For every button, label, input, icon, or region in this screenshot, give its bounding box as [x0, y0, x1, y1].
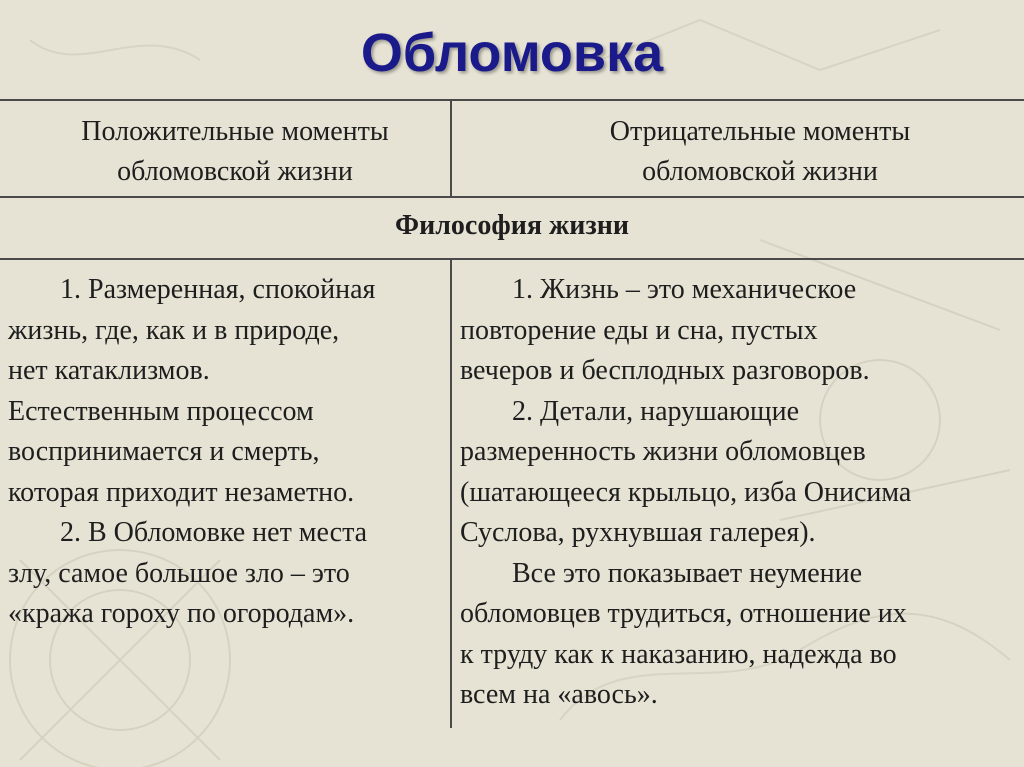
header-bottom-border: [0, 196, 1024, 198]
text-line: вечеров и бесплодных разговоров.: [460, 355, 870, 386]
positive-item-2: [8, 513, 446, 635]
section-bottom-border: [0, 258, 1024, 260]
text-line: Естественным процессом: [8, 395, 314, 427]
text-line: Суслова, рухнувшая галерея).: [460, 517, 816, 548]
negative-item-2: [460, 392, 1020, 554]
text-line: всем на «авось».: [460, 679, 658, 710]
header-negative-line1: Отрицательные моменты: [609, 116, 911, 147]
text-line: Все это показывает неумение: [512, 557, 863, 589]
text-line: 2. Детали, нарушающие: [512, 395, 799, 427]
text-line: воспринимается и смерть,: [8, 436, 320, 467]
text-line: 1. Размеренная, спокойная: [60, 274, 376, 305]
text-line: 2. В Обломовке нет места: [60, 517, 368, 548]
body-column-divider: [450, 258, 452, 728]
negative-cell: [460, 270, 1020, 716]
text-line: размеренность жизни обломовцев: [460, 436, 866, 467]
header-negative: [510, 112, 1010, 192]
slide-title: Обломовка: [360, 23, 664, 83]
positive-cell: [8, 270, 446, 635]
text-line: к труду как к наказанию, надежда во: [460, 638, 897, 670]
text-line: которая приходит незаметно.: [8, 476, 355, 508]
table-top-border: [0, 99, 1024, 101]
text-line: нет катаклизмов.: [8, 355, 210, 386]
header-positive-line2: обломовской жизни: [117, 156, 353, 187]
header-positive: [20, 112, 450, 192]
header-column-divider: [450, 99, 452, 197]
section-title: Философия жизни: [395, 210, 629, 241]
header-negative-line2: обломовской жизни: [642, 156, 878, 187]
text-line: «кража гороху по огородам».: [8, 598, 355, 629]
negative-item-3: [460, 554, 1020, 716]
text-line: злу, самое большое зло – это: [8, 557, 350, 589]
text-line: повторение еды и сна, пустых: [460, 314, 818, 346]
text-line: 1. Жизнь – это механическое: [512, 274, 857, 305]
text-line: жизнь, где, как и в природе,: [8, 314, 340, 346]
negative-item-1: [460, 270, 1020, 392]
header-positive-line1: Положительные моменты: [81, 116, 389, 147]
text-line: обломовцев трудиться, отношение их: [460, 598, 907, 629]
positive-item-1: [8, 270, 446, 513]
text-line: (шатающееся крыльцо, изба Онисима: [460, 476, 912, 508]
